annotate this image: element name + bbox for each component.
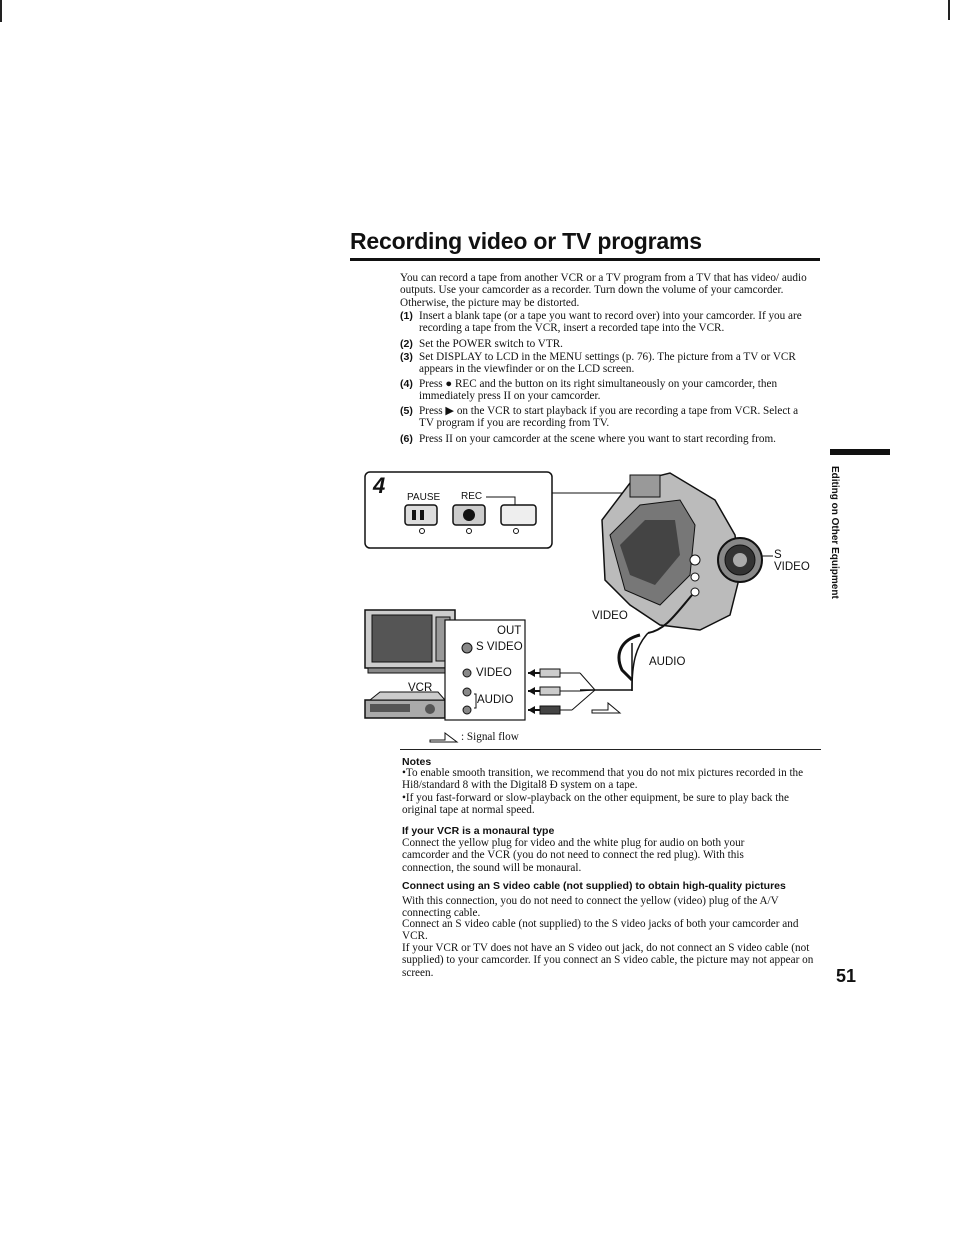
plug-video <box>528 669 580 677</box>
step-6 <box>400 433 815 445</box>
section-tab-bar <box>830 449 890 455</box>
pause-label: PAUSE <box>407 492 441 503</box>
notes-heading: Notes <box>402 756 432 768</box>
vcr-icon <box>365 692 445 718</box>
out-video-label: VIDEO <box>476 667 512 679</box>
step-number-4: 4 <box>373 473 386 498</box>
camcorder-svideo-label: S VIDEO <box>774 549 810 573</box>
plug-audio-white <box>528 687 580 695</box>
step-text: Press ▶ on the VCR to start playback if you are recording a tape from VCR. Select a TV program if you are recording from TV. <box>419 405 799 430</box>
page-title: Recording video or TV programs <box>350 228 702 254</box>
step-number: (5) <box>400 405 413 417</box>
vcr-label: VCR <box>408 682 433 694</box>
svideo-paragraph-1: With this connection, you do not need to connect the yellow (video) plug of the A/V connecting cable. <box>402 895 779 920</box>
step-1 <box>400 310 815 335</box>
step-4 <box>400 378 815 403</box>
intro-paragraph: You can record a tape from another VCR or a TV program from a TV that has video/ audio outputs. Use your camcorder as a recorder. Turn down the volume of your camcorder. Otherwise, the picture may be distorted. <box>400 272 807 309</box>
step-number: (6) <box>400 433 413 445</box>
binding-mark-left <box>0 0 2 22</box>
connection-diagram <box>340 465 820 750</box>
out-audio-label: AUDIO <box>477 694 514 706</box>
step-number: (3) <box>400 351 413 363</box>
rec-label: REC <box>461 491 483 502</box>
third-button-icon <box>501 505 536 525</box>
plug-audio-red <box>528 706 572 714</box>
step-number: (1) <box>400 310 413 322</box>
svideo-paragraph-2: Connect an S video cable (not supplied) to the S video jacks of both your camcorder and VCR. <box>402 918 799 943</box>
svideo-heading: Connect using an S video cable (not supplied) to obtain high-quality pictures <box>402 880 786 892</box>
camcorder-icon <box>602 473 773 630</box>
step-2 <box>400 338 815 350</box>
note-item: •To enable smooth transition, we recommend that you do not mix pictures recorded in the Hi8/standard 8 with the Digital8 Ð system on a tape. <box>402 767 804 792</box>
title-rule <box>350 258 820 261</box>
notes-rule <box>400 749 821 750</box>
signal-flow-arrow <box>592 703 620 713</box>
monaural-paragraph: Connect the yellow plug for video and the white plug for audio on both your camcorder and the VCR (you do not need to connect the red plug). With this connection, the sound will be monaural. <box>402 837 745 874</box>
step-5 <box>400 405 815 430</box>
step-number: (2) <box>400 338 413 350</box>
step-text: Press ● REC and the button on its right simultaneously on your camcorder, then immediately press II on your camcorder. <box>419 378 778 403</box>
svideo-paragraph-3: If your VCR or TV does not have an S video out jack, do not connect an S video cable (not supplied) to your camcorder. If you connect an S video cable, the picture may not appear on screen. <box>402 942 814 979</box>
camcorder-audio-label: AUDIO <box>649 656 686 668</box>
step-text: Set DISPLAY to LCD in the MENU settings (p. 76). The picture from a TV or VCR appears in the viewfinder or on the LCD screen. <box>419 351 796 376</box>
section-tab-label: Editing on Other Equipment <box>829 466 840 599</box>
out-svideo-label: S VIDEO <box>476 641 523 653</box>
binding-mark-right <box>948 0 950 20</box>
signal-flow-legend: : Signal flow <box>461 731 519 743</box>
step-number: (4) <box>400 378 413 390</box>
step-3 <box>400 351 815 376</box>
note-item: •If you fast-forward or slow-playback on the other equipment, be sure to play back the original tape at normal speed. <box>402 792 789 817</box>
monaural-heading: If your VCR is a monaural type <box>402 825 555 837</box>
step-text: Press II on your camcorder at the scene where you want to start recording from. <box>419 433 776 445</box>
step-text: Set the POWER switch to VTR. <box>419 338 563 350</box>
tv-icon <box>365 610 455 673</box>
camcorder-video-label: VIDEO <box>592 610 628 622</box>
signal-flow-legend-arrow <box>430 733 457 742</box>
step-text: Insert a blank tape (or a tape you want to record over) into your camcorder. If you are recording a tape from the VCR, insert a recorded tape into the VCR. <box>419 310 802 335</box>
out-label: OUT <box>497 625 522 637</box>
page-number: 51 <box>836 966 857 986</box>
diagram-svg <box>340 465 820 750</box>
